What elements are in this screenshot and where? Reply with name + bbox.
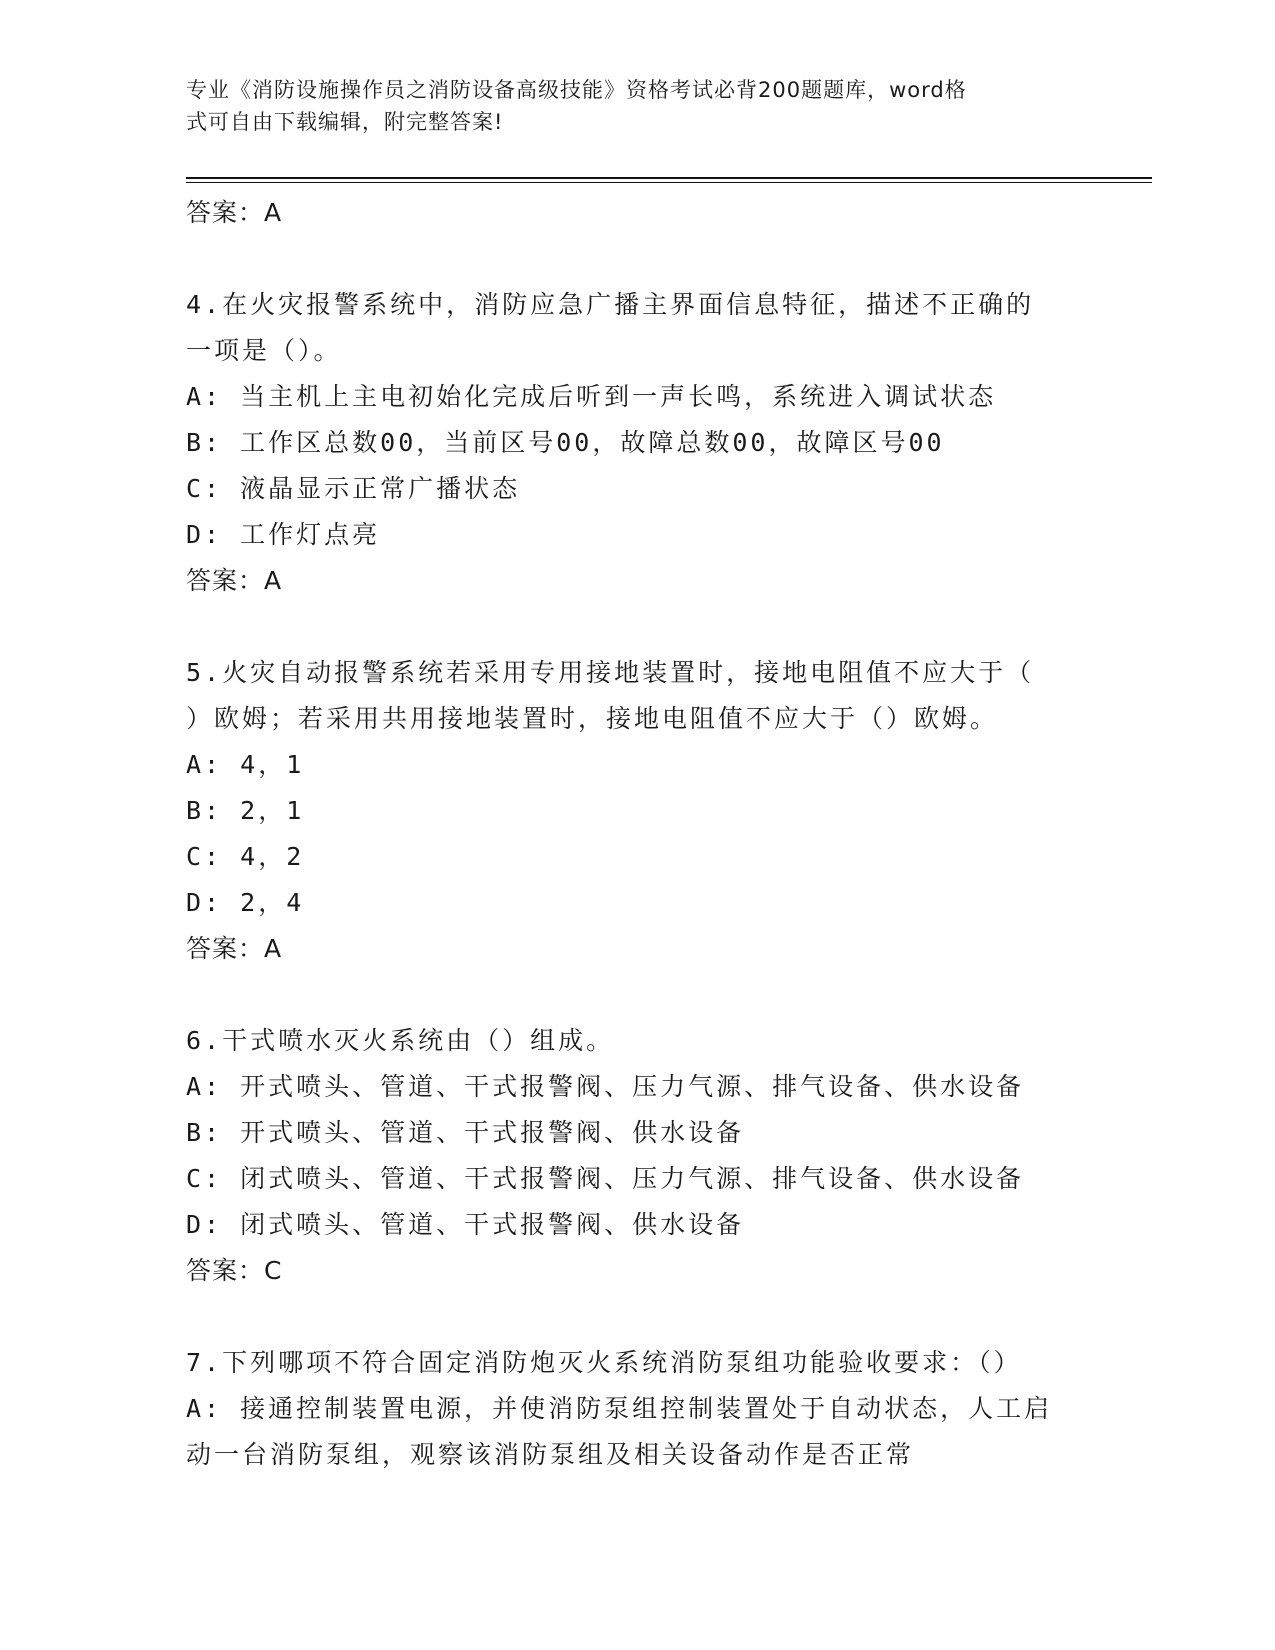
spacer [186, 236, 1086, 282]
question-list [186, 190, 1086, 1478]
option-c: C: 液晶显示正常广播状态 [186, 474, 521, 503]
option-d: D: 工作灯点亮 [186, 520, 381, 549]
option-a: A: 当主机上主电初始化完成后听到一声长鸣，系统进入调试状态 [186, 382, 997, 411]
question-4 [186, 282, 1086, 604]
option-a: A: 4，1 [186, 750, 305, 779]
answer: 答案：A [186, 566, 283, 595]
header-rule-thin [186, 182, 1152, 183]
question-stem: 7.下列哪项不符合固定消防炮灭火系统消防泵组功能验收要求：（） [186, 1348, 1022, 1377]
header-rule-thick [186, 177, 1152, 179]
question-6 [186, 1018, 1086, 1294]
option-a: A: 接通控制装置电源，并使消防泵组控制装置处于自动状态，人工启 [186, 1394, 1053, 1423]
spacer [186, 972, 1086, 1018]
spacer [186, 1294, 1086, 1340]
option-c: C: 4，2 [186, 842, 305, 871]
question-7 [186, 1340, 1086, 1478]
option-b: B: 开式喷头、管道、干式报警阀、供水设备 [186, 1118, 745, 1147]
question-stem: 4.在火灾报警系统中，消防应急广播主界面信息特征，描述不正确的 [186, 290, 1035, 319]
option-c: C: 闭式喷头、管道、干式报警阀、压力气源、排气设备、供水设备 [186, 1164, 1025, 1193]
question-stem: ）欧姆；若采用共用接地装置时，接地电阻值不应大于（）欧姆。 [186, 704, 999, 733]
option-a-continued: 动一台消防泵组，观察该消防泵组及相关设备动作是否正常 [186, 1440, 915, 1469]
header-line-1: 专业《消防设施操作员之消防设备高级技能》资格考试必背200题题库，word格 [186, 78, 967, 102]
option-b: B: 2，1 [186, 796, 305, 825]
spacer [186, 604, 1086, 650]
answer: 答案：C [186, 1256, 283, 1285]
option-d: D: 闭式喷头、管道、干式报警阀、供水设备 [186, 1210, 745, 1239]
question-stem: 6.干式喷水灭火系统由（）组成。 [186, 1026, 615, 1055]
option-b: B: 工作区总数00，当前区号00，故障总数00，故障区号00 [186, 428, 945, 457]
question-stem: 一项是（）。 [186, 336, 342, 365]
previous-answer: 答案：A [186, 198, 283, 227]
page-header [186, 74, 1066, 138]
header-line-2: 式可自由下载编辑，附完整答案! [186, 110, 504, 134]
answer: 答案：A [186, 934, 283, 963]
option-d: D: 2，4 [186, 888, 305, 917]
option-a: A: 开式喷头、管道、干式报警阀、压力气源、排气设备、供水设备 [186, 1072, 1025, 1101]
question-stem: 5.火灾自动报警系统若采用专用接地装置时，接地电阻值不应大于（ [186, 658, 1035, 687]
question-5 [186, 650, 1086, 972]
